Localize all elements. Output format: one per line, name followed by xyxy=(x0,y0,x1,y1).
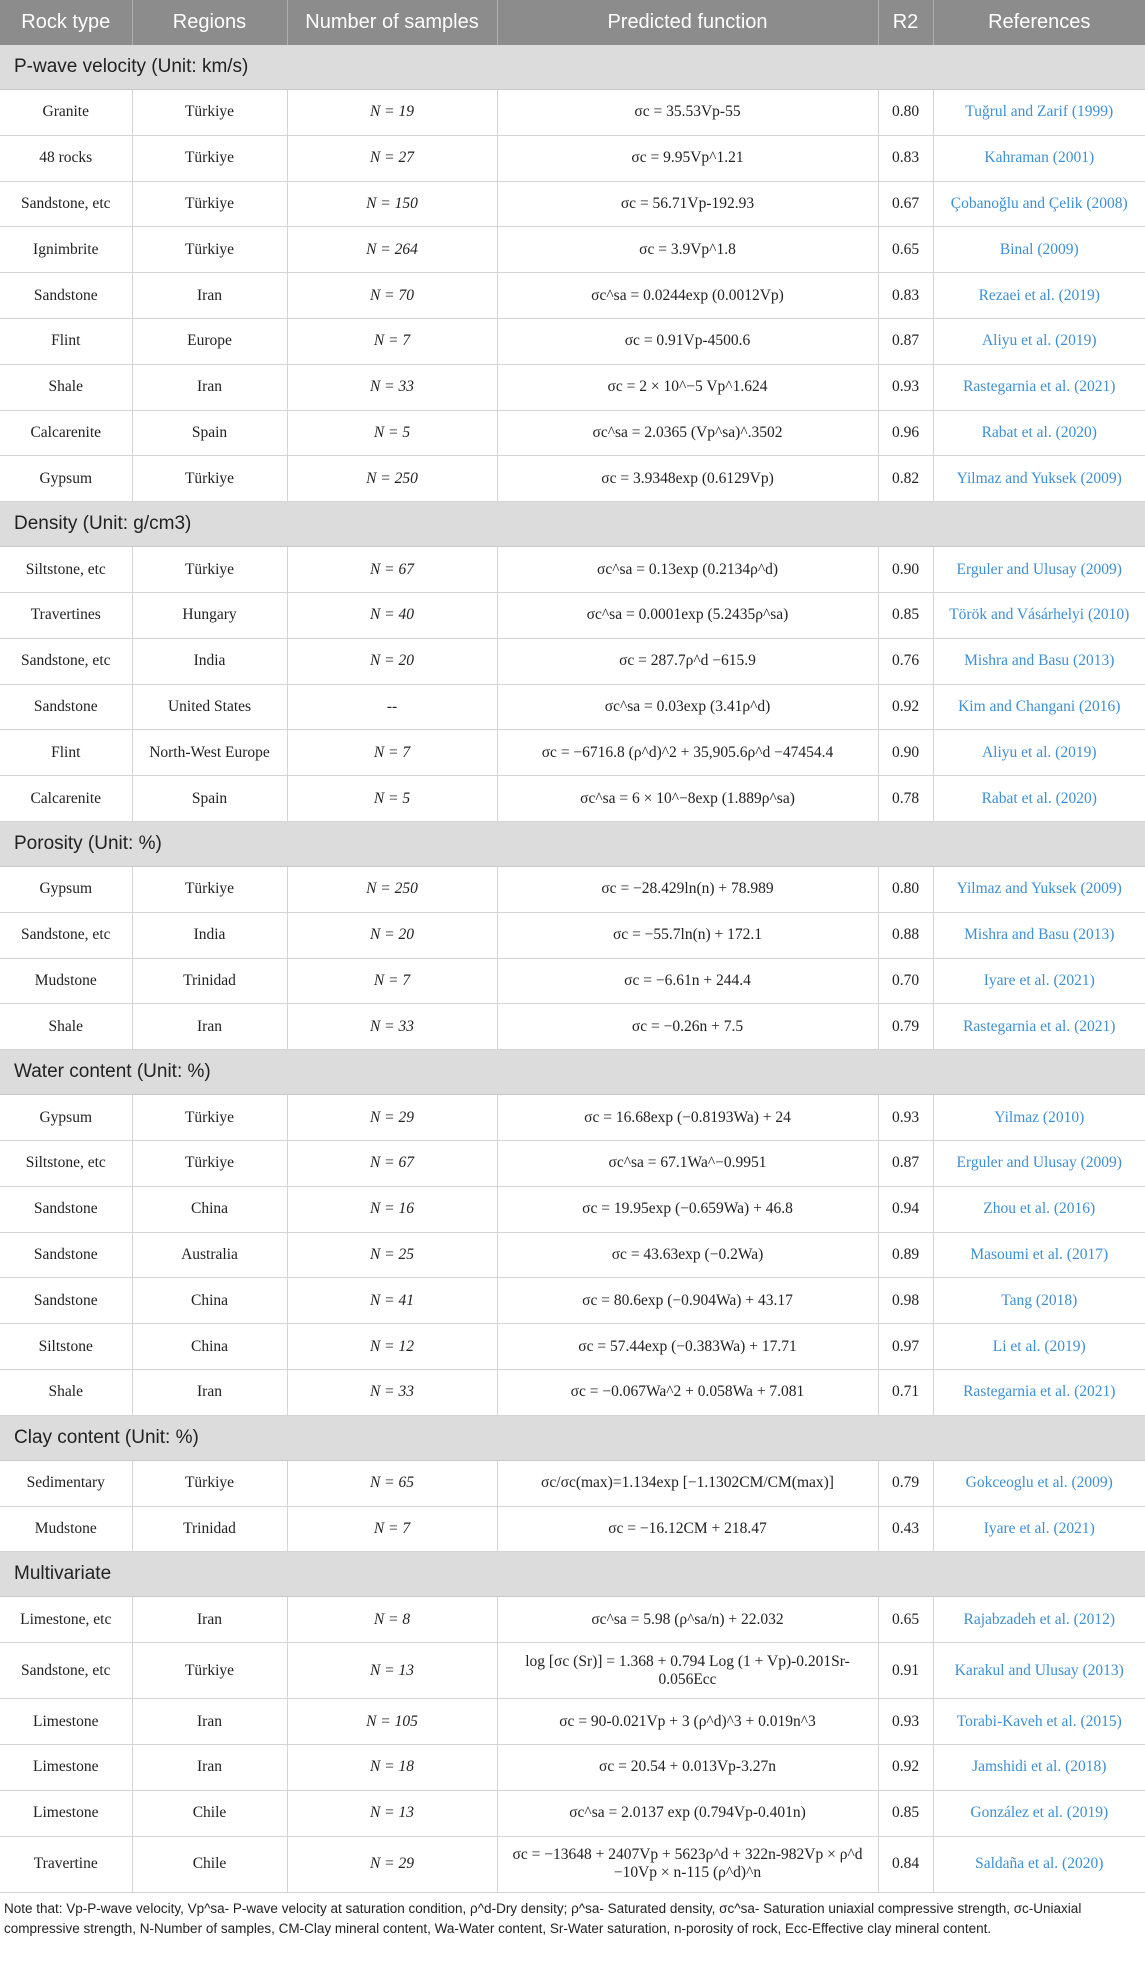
samples-cell: N = 5 xyxy=(287,776,497,822)
samples-cell: N = 70 xyxy=(287,273,497,319)
region-cell: Türkiye xyxy=(132,866,287,912)
table-row xyxy=(0,592,1145,638)
r2-cell: 0.90 xyxy=(878,547,933,593)
reference-link[interactable]: Rabat et al. (2020) xyxy=(933,776,1145,822)
rock-type-cell: Sandstone xyxy=(0,1232,132,1278)
function-cell: σc = −28.429ln(n) + 78.989 xyxy=(497,866,878,912)
table-row xyxy=(0,1186,1145,1232)
samples-cell: N = 264 xyxy=(287,227,497,273)
header-rock-type: Rock type xyxy=(0,0,132,45)
table-row xyxy=(0,456,1145,502)
reference-link[interactable]: Mishra and Basu (2013) xyxy=(933,638,1145,684)
r2-cell: 0.67 xyxy=(878,181,933,227)
r2-cell: 0.83 xyxy=(878,273,933,319)
reference-link[interactable]: Erguler and Ulusay (2009) xyxy=(933,547,1145,593)
samples-cell: N = 250 xyxy=(287,456,497,502)
reference-link[interactable]: Jamshidi et al. (2018) xyxy=(933,1744,1145,1790)
function-cell: σc^sa = 0.13exp (0.2134ρ^d) xyxy=(497,547,878,593)
function-cell: σc = 0.91Vp-4500.6 xyxy=(497,318,878,364)
reference-link[interactable]: Török and Vásárhelyi (2010) xyxy=(933,592,1145,638)
reference-link[interactable]: Li et al. (2019) xyxy=(933,1324,1145,1370)
rock-type-cell: Limestone xyxy=(0,1790,132,1836)
section-header xyxy=(0,502,1145,547)
samples-cell: N = 29 xyxy=(287,1095,497,1141)
function-cell: σc^sa = 6 × 10^−8exp (1.889ρ^sa) xyxy=(497,776,878,822)
function-cell: σc^sa = 2.0137 exp (0.794Vp-0.401n) xyxy=(497,1790,878,1836)
samples-cell: N = 67 xyxy=(287,547,497,593)
region-cell: Iran xyxy=(132,1597,287,1643)
reference-link[interactable]: González et al. (2019) xyxy=(933,1790,1145,1836)
region-cell: United States xyxy=(132,684,287,730)
samples-cell: N = 33 xyxy=(287,1004,497,1050)
function-cell: σc = 43.63exp (−0.2Wa) xyxy=(497,1232,878,1278)
header-number-of-samples: Number of samples xyxy=(287,0,497,45)
samples-cell: N = 5 xyxy=(287,410,497,456)
region-cell: Hungary xyxy=(132,592,287,638)
reference-link[interactable]: Çobanoğlu and Çelik (2008) xyxy=(933,181,1145,227)
samples-cell: N = 25 xyxy=(287,1232,497,1278)
table-row xyxy=(0,547,1145,593)
region-cell: Europe xyxy=(132,318,287,364)
function-cell: σc = −55.7ln(n) + 172.1 xyxy=(497,912,878,958)
rock-type-cell: Siltstone, etc xyxy=(0,547,132,593)
reference-link[interactable]: Iyare et al. (2021) xyxy=(933,958,1145,1004)
region-cell: India xyxy=(132,638,287,684)
table-row xyxy=(0,684,1145,730)
region-cell: Australia xyxy=(132,1232,287,1278)
samples-cell: N = 250 xyxy=(287,866,497,912)
r2-cell: 0.84 xyxy=(878,1836,933,1892)
region-cell: Türkiye xyxy=(132,1095,287,1141)
samples-cell: N = 7 xyxy=(287,1506,497,1552)
region-cell: China xyxy=(132,1278,287,1324)
section-title: Density (Unit: g/cm3) xyxy=(0,502,1145,547)
table-row xyxy=(0,1699,1145,1745)
samples-cell: N = 150 xyxy=(287,181,497,227)
r2-cell: 0.88 xyxy=(878,912,933,958)
samples-cell: -- xyxy=(287,684,497,730)
samples-cell: N = 67 xyxy=(287,1140,497,1186)
rock-type-cell: Sandstone xyxy=(0,273,132,319)
table-row xyxy=(0,1744,1145,1790)
samples-cell: N = 33 xyxy=(287,1369,497,1415)
function-cell: σc = 3.9348exp (0.6129Vp) xyxy=(497,456,878,502)
reference-link[interactable]: Rastegarnia et al. (2021) xyxy=(933,364,1145,410)
function-cell: σc = 20.54 + 0.013Vp-3.27n xyxy=(497,1744,878,1790)
r2-cell: 0.93 xyxy=(878,364,933,410)
reference-link[interactable]: Yilmaz and Yuksek (2009) xyxy=(933,866,1145,912)
reference-link[interactable]: Rastegarnia et al. (2021) xyxy=(933,1369,1145,1415)
samples-cell: N = 18 xyxy=(287,1744,497,1790)
function-cell: σc = −16.12CM + 218.47 xyxy=(497,1506,878,1552)
r2-cell: 0.85 xyxy=(878,592,933,638)
samples-cell: N = 13 xyxy=(287,1790,497,1836)
region-cell: Türkiye xyxy=(132,1140,287,1186)
function-cell: σc = 16.68exp (−0.8193Wa) + 24 xyxy=(497,1095,878,1141)
reference-link[interactable]: Saldaña et al. (2020) xyxy=(933,1836,1145,1892)
r2-cell: 0.82 xyxy=(878,456,933,502)
table-body xyxy=(0,45,1145,1892)
r2-cell: 0.65 xyxy=(878,227,933,273)
section-title: Porosity (Unit: %) xyxy=(0,821,1145,866)
rock-type-cell: Sandstone, etc xyxy=(0,181,132,227)
region-cell: Türkiye xyxy=(132,90,287,136)
function-cell: log [σc (Sr)] = 1.368 + 0.794 Log (1 + Vp)-0.201Sr-0.056Ecc xyxy=(497,1643,878,1699)
section-header xyxy=(0,1415,1145,1460)
r2-cell: 0.90 xyxy=(878,730,933,776)
rock-type-cell: Sandstone xyxy=(0,684,132,730)
section-title: Clay content (Unit: %) xyxy=(0,1415,1145,1460)
reference-link[interactable]: Mishra and Basu (2013) xyxy=(933,912,1145,958)
header-regions: Regions xyxy=(132,0,287,45)
region-cell: Türkiye xyxy=(132,456,287,502)
function-cell: σc^sa = 0.0001exp (5.2435ρ^sa) xyxy=(497,592,878,638)
table-row xyxy=(0,638,1145,684)
function-cell: σc = −6.61n + 244.4 xyxy=(497,958,878,1004)
rock-type-cell: Sedimentary xyxy=(0,1460,132,1506)
table-row xyxy=(0,135,1145,181)
region-cell: Spain xyxy=(132,410,287,456)
region-cell: Türkiye xyxy=(132,181,287,227)
function-cell: σc = −0.26n + 7.5 xyxy=(497,1004,878,1050)
region-cell: North-West Europe xyxy=(132,730,287,776)
table-row xyxy=(0,1095,1145,1141)
region-cell: Trinidad xyxy=(132,958,287,1004)
region-cell: Iran xyxy=(132,1004,287,1050)
samples-cell: N = 33 xyxy=(287,364,497,410)
region-cell: Spain xyxy=(132,776,287,822)
samples-cell: N = 8 xyxy=(287,1597,497,1643)
reference-link[interactable]: Aliyu et al. (2019) xyxy=(933,318,1145,364)
reference-link[interactable]: Rajabzadeh et al. (2012) xyxy=(933,1597,1145,1643)
reference-link[interactable]: Masoumi et al. (2017) xyxy=(933,1232,1145,1278)
rock-type-cell: Gypsum xyxy=(0,456,132,502)
table-row xyxy=(0,318,1145,364)
r2-cell: 0.79 xyxy=(878,1004,933,1050)
r2-cell: 0.80 xyxy=(878,90,933,136)
section-header xyxy=(0,821,1145,866)
r2-cell: 0.80 xyxy=(878,866,933,912)
region-cell: Chile xyxy=(132,1836,287,1892)
rock-type-cell: Calcarenite xyxy=(0,410,132,456)
r2-cell: 0.83 xyxy=(878,135,933,181)
table-row xyxy=(0,1140,1145,1186)
reference-link[interactable]: Kim and Changani (2016) xyxy=(933,684,1145,730)
function-cell: σc = 3.9Vp^1.8 xyxy=(497,227,878,273)
table-row xyxy=(0,181,1145,227)
region-cell: Iran xyxy=(132,364,287,410)
function-cell: σc = 80.6exp (−0.904Wa) + 43.17 xyxy=(497,1278,878,1324)
r2-cell: 0.65 xyxy=(878,1597,933,1643)
function-cell: σc = 2 × 10^−5 Vp^1.624 xyxy=(497,364,878,410)
region-cell: China xyxy=(132,1324,287,1370)
rock-type-cell: Calcarenite xyxy=(0,776,132,822)
function-cell: σc = 35.53Vp-55 xyxy=(497,90,878,136)
samples-cell: N = 13 xyxy=(287,1643,497,1699)
table-row xyxy=(0,776,1145,822)
rock-type-cell: Travertine xyxy=(0,1836,132,1892)
function-cell: σc = 287.7ρ^d −615.9 xyxy=(497,638,878,684)
table-row xyxy=(0,1643,1145,1699)
header-r2: R2 xyxy=(878,0,933,45)
function-cell: σc^sa = 2.0365 (Vp^sa)^.3502 xyxy=(497,410,878,456)
table-row xyxy=(0,1460,1145,1506)
samples-cell: N = 7 xyxy=(287,318,497,364)
reference-link[interactable]: Tang (2018) xyxy=(933,1278,1145,1324)
table-row xyxy=(0,273,1145,319)
table-row xyxy=(0,1232,1145,1278)
reference-link[interactable]: Yilmaz and Yuksek (2009) xyxy=(933,456,1145,502)
r2-cell: 0.89 xyxy=(878,1232,933,1278)
function-cell: σc = −6716.8 (ρ^d)^2 + 35,905.6ρ^d −47454.4 xyxy=(497,730,878,776)
r2-cell: 0.79 xyxy=(878,1460,933,1506)
samples-cell: N = 20 xyxy=(287,638,497,684)
header-predicted-function: Predicted function xyxy=(497,0,878,45)
samples-cell: N = 20 xyxy=(287,912,497,958)
function-cell: σc = 56.71Vp-192.93 xyxy=(497,181,878,227)
region-cell: Türkiye xyxy=(132,1643,287,1699)
rock-type-cell: Shale xyxy=(0,364,132,410)
samples-cell: N = 65 xyxy=(287,1460,497,1506)
r2-cell: 0.98 xyxy=(878,1278,933,1324)
samples-cell: N = 7 xyxy=(287,958,497,1004)
table-row xyxy=(0,1324,1145,1370)
function-cell: σc = 9.95Vp^1.21 xyxy=(497,135,878,181)
region-cell: Türkiye xyxy=(132,227,287,273)
rock-type-cell: Sandstone, etc xyxy=(0,638,132,684)
rock-type-cell: Flint xyxy=(0,730,132,776)
table-row xyxy=(0,90,1145,136)
table-row xyxy=(0,730,1145,776)
region-cell: Türkiye xyxy=(132,135,287,181)
rock-type-cell: Limestone, etc xyxy=(0,1597,132,1643)
rock-type-cell: Mudstone xyxy=(0,958,132,1004)
r2-cell: 0.43 xyxy=(878,1506,933,1552)
table-row xyxy=(0,866,1145,912)
r2-cell: 0.91 xyxy=(878,1643,933,1699)
table-row xyxy=(0,1506,1145,1552)
section-title: Water content (Unit: %) xyxy=(0,1050,1145,1095)
r2-cell: 0.87 xyxy=(878,318,933,364)
rock-type-cell: Gypsum xyxy=(0,1095,132,1141)
rock-type-cell: 48 rocks xyxy=(0,135,132,181)
samples-cell: N = 16 xyxy=(287,1186,497,1232)
samples-cell: N = 19 xyxy=(287,90,497,136)
r2-cell: 0.93 xyxy=(878,1095,933,1141)
table-row xyxy=(0,1278,1145,1324)
r2-cell: 0.85 xyxy=(878,1790,933,1836)
reference-link[interactable]: Iyare et al. (2021) xyxy=(933,1506,1145,1552)
table-row xyxy=(0,227,1145,273)
region-cell: Iran xyxy=(132,1369,287,1415)
region-cell: Iran xyxy=(132,273,287,319)
region-cell: Türkiye xyxy=(132,1460,287,1506)
samples-cell: N = 41 xyxy=(287,1278,497,1324)
reference-link[interactable]: Kahraman (2001) xyxy=(933,135,1145,181)
rock-type-cell: Travertines xyxy=(0,592,132,638)
function-cell: σc/σc(max)=1.134exp [−1.1302CM/CM(max)] xyxy=(497,1460,878,1506)
header-references: References xyxy=(933,0,1145,45)
reference-link[interactable]: Yilmaz (2010) xyxy=(933,1095,1145,1141)
reference-link[interactable]: Torabi-Kaveh et al. (2015) xyxy=(933,1699,1145,1745)
table-row xyxy=(0,1790,1145,1836)
table-row xyxy=(0,912,1145,958)
rock-type-cell: Shale xyxy=(0,1004,132,1050)
section-header xyxy=(0,1552,1145,1597)
rock-type-cell: Siltstone, etc xyxy=(0,1140,132,1186)
r2-cell: 0.96 xyxy=(878,410,933,456)
region-cell: Türkiye xyxy=(132,547,287,593)
samples-cell: N = 40 xyxy=(287,592,497,638)
reference-link[interactable]: Rastegarnia et al. (2021) xyxy=(933,1004,1145,1050)
function-cell: σc^sa = 0.03exp (3.41ρ^d) xyxy=(497,684,878,730)
region-cell: China xyxy=(132,1186,287,1232)
reference-link[interactable]: Erguler and Ulusay (2009) xyxy=(933,1140,1145,1186)
table-note: Note that: Vp-P-wave velocity, Vp^sa- P-wave velocity at saturation condition, ρ^d-Dry density; ρ^sa- Saturated density, σc^sa- Saturation uniaxial compressive strength, σc-Uniaxial compressive strength, N-Number of samples, CM-Clay mineral content, Wa-Water content, Sr-Water saturation, n-porosity of rock, Ecc-Effective clay mineral content. xyxy=(4,1900,1082,1936)
rock-type-cell: Limestone xyxy=(0,1699,132,1745)
reference-link[interactable]: Rezaei et al. (2019) xyxy=(933,273,1145,319)
rock-type-cell: Granite xyxy=(0,90,132,136)
rock-type-cell: Limestone xyxy=(0,1744,132,1790)
r2-cell: 0.92 xyxy=(878,1744,933,1790)
r2-cell: 0.94 xyxy=(878,1186,933,1232)
rock-type-cell: Mudstone xyxy=(0,1506,132,1552)
samples-cell: N = 12 xyxy=(287,1324,497,1370)
table-row xyxy=(0,958,1145,1004)
table-row xyxy=(0,1004,1145,1050)
function-cell: σc = 57.44exp (−0.383Wa) + 17.71 xyxy=(497,1324,878,1370)
region-cell: Chile xyxy=(132,1790,287,1836)
rock-type-cell: Sandstone xyxy=(0,1186,132,1232)
samples-cell: N = 27 xyxy=(287,135,497,181)
reference-link[interactable]: Aliyu et al. (2019) xyxy=(933,730,1145,776)
function-cell: σc = −13648 + 2407Vp + 5623ρ^d + 322n-982Vp × ρ^d −10Vp × n-115 (ρ^d)^n xyxy=(497,1836,878,1892)
table-row xyxy=(0,1369,1145,1415)
section-title: Multivariate xyxy=(0,1552,1145,1597)
reference-link[interactable]: Karakul and Ulusay (2013) xyxy=(933,1643,1145,1699)
reference-link[interactable]: Gokceoglu et al. (2009) xyxy=(933,1460,1145,1506)
rock-type-cell: Shale xyxy=(0,1369,132,1415)
reference-link[interactable]: Zhou et al. (2016) xyxy=(933,1186,1145,1232)
rock-type-cell: Sandstone, etc xyxy=(0,912,132,958)
function-cell: σc^sa = 5.98 (ρ^sa/n) + 22.032 xyxy=(497,1597,878,1643)
region-cell: India xyxy=(132,912,287,958)
rock-type-cell: Flint xyxy=(0,318,132,364)
rock-type-cell: Sandstone xyxy=(0,1278,132,1324)
r2-cell: 0.87 xyxy=(878,1140,933,1186)
table-row xyxy=(0,410,1145,456)
reference-link[interactable]: Tuğrul and Zarif (1999) xyxy=(933,90,1145,136)
rock-type-cell: Sandstone, etc xyxy=(0,1643,132,1699)
samples-cell: N = 29 xyxy=(287,1836,497,1892)
r2-cell: 0.76 xyxy=(878,638,933,684)
r2-cell: 0.78 xyxy=(878,776,933,822)
reference-link[interactable]: Rabat et al. (2020) xyxy=(933,410,1145,456)
function-cell: σc^sa = 67.1Wa^−0.9951 xyxy=(497,1140,878,1186)
samples-cell: N = 7 xyxy=(287,730,497,776)
section-header xyxy=(0,1050,1145,1095)
region-cell: Trinidad xyxy=(132,1506,287,1552)
r2-cell: 0.70 xyxy=(878,958,933,1004)
function-cell: σc = 90-0.021Vp + 3 (ρ^d)^3 + 0.019n^3 xyxy=(497,1699,878,1745)
section-header xyxy=(0,45,1145,90)
rock-type-cell: Ignimbrite xyxy=(0,227,132,273)
table-row xyxy=(0,1597,1145,1643)
rock-type-cell: Siltstone xyxy=(0,1324,132,1370)
table-row xyxy=(0,364,1145,410)
region-cell: Iran xyxy=(132,1744,287,1790)
reference-link[interactable]: Binal (2009) xyxy=(933,227,1145,273)
r2-cell: 0.71 xyxy=(878,1369,933,1415)
function-cell: σc = −0.067Wa^2 + 0.058Wa + 7.081 xyxy=(497,1369,878,1415)
table-row xyxy=(0,1836,1145,1892)
section-title: P-wave velocity (Unit: km/s) xyxy=(0,45,1145,90)
samples-cell: N = 105 xyxy=(287,1699,497,1745)
r2-cell: 0.97 xyxy=(878,1324,933,1370)
rock-type-cell: Gypsum xyxy=(0,866,132,912)
header-row xyxy=(0,0,1145,45)
function-cell: σc = 19.95exp (−0.659Wa) + 46.8 xyxy=(497,1186,878,1232)
region-cell: Iran xyxy=(132,1699,287,1745)
function-cell: σc^sa = 0.0244exp (0.0012Vp) xyxy=(497,273,878,319)
r2-cell: 0.92 xyxy=(878,684,933,730)
r2-cell: 0.93 xyxy=(878,1699,933,1745)
